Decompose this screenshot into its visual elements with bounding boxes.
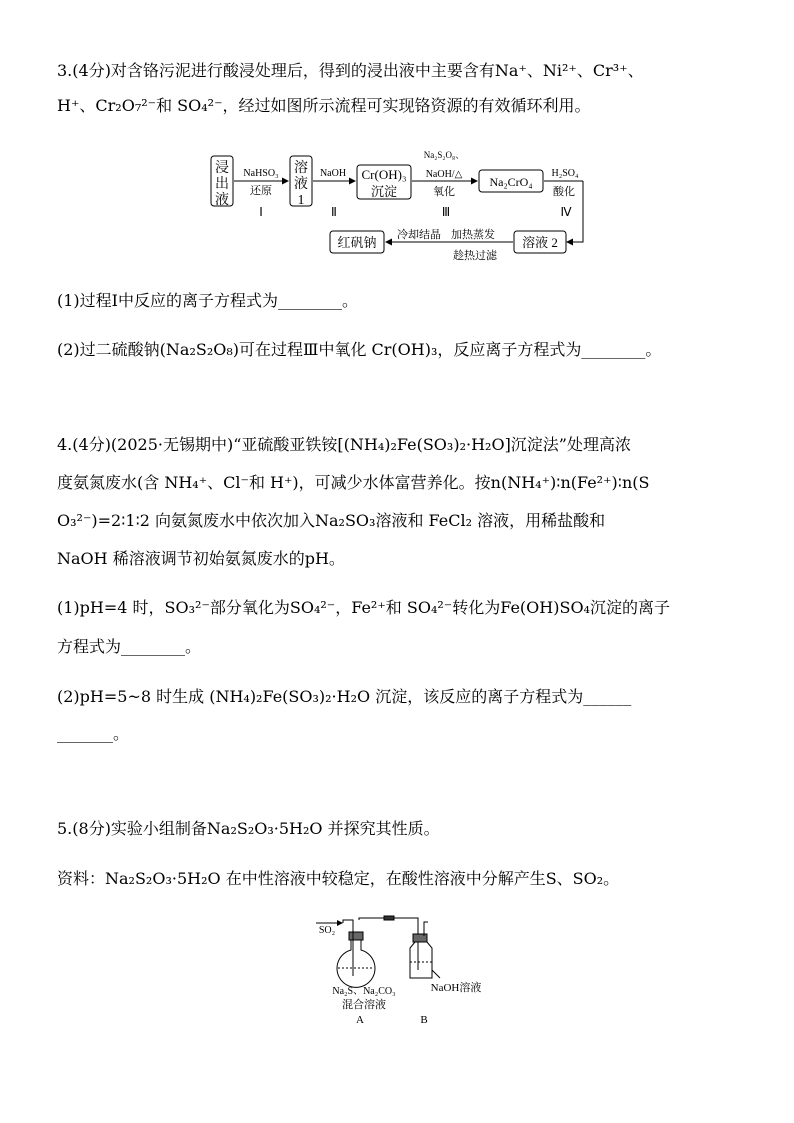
q4-sub1-line-1: (1)pH=4 时，SO₃²⁻部分氧化为SO₄²⁻，Fe²⁺和 SO₄²⁻转化为Fe(OH)SO₄沉淀的离子 — [57, 598, 670, 617]
q5-line-2: 资料：Na₂S₂O₃·5H₂O 在中性溶液中较稳定，在酸性溶液中分解产生S、SO₂。 — [57, 869, 620, 888]
arrow1-top: NaHSO₃ — [243, 168, 279, 179]
step1-label: Ⅰ — [259, 205, 263, 219]
box2-char2: 液 — [294, 177, 308, 192]
box6-label: 红矾钠 — [337, 235, 377, 250]
box2-char1: 溶 — [294, 161, 308, 176]
box5-label: 溶液 2 — [522, 235, 558, 250]
arrow5-top: 加热蒸发 — [451, 229, 495, 241]
arrow3-top1: Na₂S₂O₈、 — [423, 150, 465, 160]
box4-label: Na₂CrO₄ — [489, 175, 533, 189]
arrow3-bottom: 氧化 — [433, 186, 455, 198]
q4-sub2-line-2: _______。 — [57, 724, 130, 743]
arrow5-bottom: 趁热过滤 — [453, 250, 497, 262]
arrow6-top: 冷却结晶 — [397, 229, 441, 241]
q4-sub1-line-2: 方程式为________。 — [57, 637, 202, 656]
flask-label-2: 混合溶液 — [342, 999, 386, 1011]
gas-in-label: SO₂ — [318, 925, 336, 936]
stopper-b — [413, 934, 427, 942]
box1-char3: 液 — [215, 193, 229, 208]
arrow4-top: H₂SO₄ — [551, 168, 579, 179]
box1-char2: 出 — [215, 177, 229, 192]
apparatus-diagram — [0, 910, 794, 1030]
q4-line-3: O₃²⁻)=2∶1∶2 向氨氮废水中依次加入Na₂SO₃溶液和 FeCl₂ 溶液，用稀盐酸和 — [57, 511, 606, 530]
q3-line-1: 3.(4分)对含铬污泥进行酸浸处理后，得到的浸出液中主要含有Na⁺、Ni²⁺、Cr³⁺、 — [57, 61, 644, 80]
arrow4-bottom: 酸化 — [553, 186, 575, 198]
tube-connect — [359, 918, 418, 970]
stopper-a — [349, 932, 363, 940]
bottle-b — [410, 942, 432, 978]
box1-char1: 浸 — [215, 161, 229, 176]
connector — [384, 916, 394, 920]
flask-label-1: Na₂S、Na₂CO₃ — [332, 986, 396, 997]
chromium-flow-diagram — [0, 145, 794, 265]
q4-sub2-line-1: (2)pH=5~8 时生成 (NH₄)₂Fe(SO₃)₂·H₂O 沉淀，该反应的离子方程式为______ — [57, 687, 632, 706]
q3-line-2: H⁺、Cr₂O₇²⁻和 SO₄²⁻，经过如图所示流程可实现铬资源的有效循环利用。 — [57, 96, 591, 115]
box3-bottom: 沉淀 — [370, 184, 398, 199]
q4-line-4: NaOH 稀溶液调节初始氨氮废水的pH。 — [57, 549, 345, 568]
flask-a — [337, 940, 375, 987]
arrow1-bottom: 还原 — [250, 185, 272, 197]
q3-sub2: (2)过二硫酸钠(Na₂S₂O₈)可在过程Ⅲ中氧化 Cr(OH)₃，反应离子方程式为________。 — [57, 340, 662, 359]
label-b: B — [420, 1014, 428, 1026]
step2-label: Ⅱ — [331, 205, 337, 219]
box3-top: Cr(OH)₃ — [361, 167, 407, 182]
box2-char3: 1 — [297, 193, 305, 208]
bottle-label: NaOH溶液 — [430, 982, 482, 994]
q4-line-2: 度氨氮废水(含 NH₄⁺、Cl⁻和 H⁺)，可减少水体富营养化。按n(NH₄⁺)∶n(Fe²⁺)∶n(S — [57, 473, 650, 492]
step3-label: Ⅲ — [441, 205, 451, 219]
arrow2-top: NaOH — [319, 168, 347, 179]
q4-line-1: 4.(4分)(2025·无锡期中)“亚硫酸亚铁铵[(NH₄)₂Fe(SO₃)₂·H₂O]沉淀法”处理高浓 — [57, 435, 631, 454]
step4-label: Ⅳ — [560, 205, 572, 219]
label-a: A — [356, 1014, 364, 1026]
q5-line-1: 5.(8分)实验小组制备Na₂S₂O₃·5H₂O 并探究其性质。 — [57, 819, 440, 838]
arrow3-top2: NaOH/△ — [425, 169, 463, 180]
q3-sub1: (1)过程Ⅰ中反应的离子方程式为________。 — [57, 291, 358, 310]
